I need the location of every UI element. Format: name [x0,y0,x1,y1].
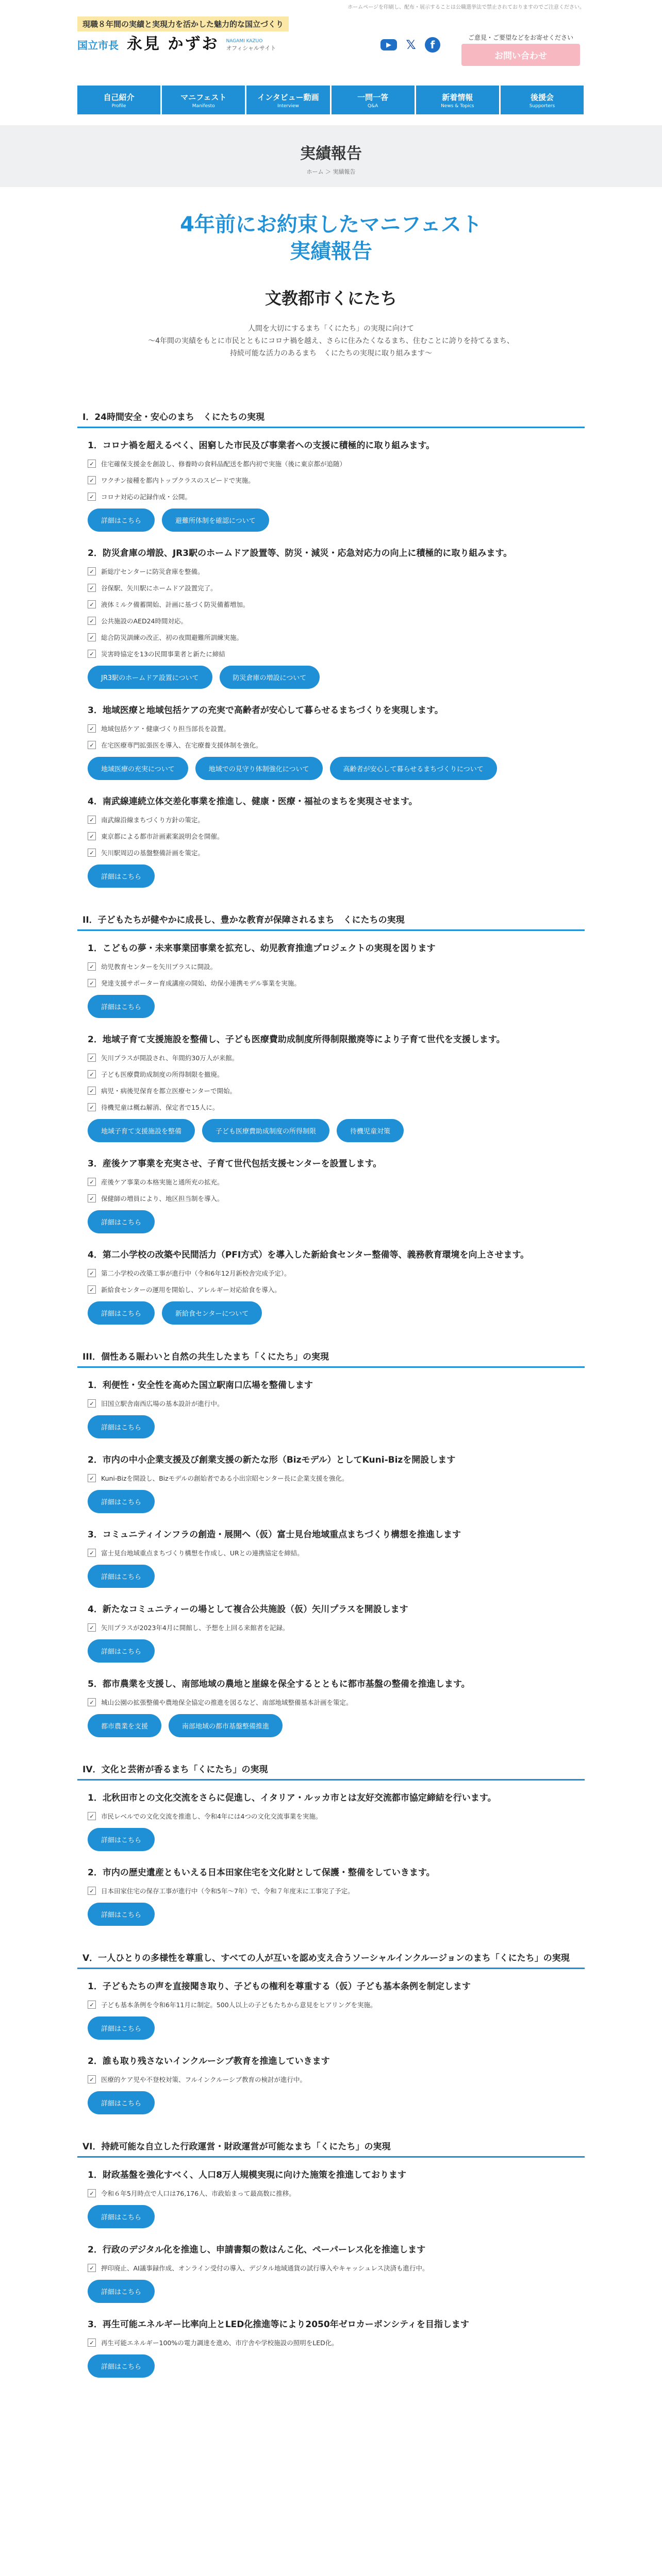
achievement-text: 新総庁センターに防災倉庫を整備。 [101,568,204,575]
achievement-item [88,2075,585,2084]
achievement-list [88,1811,585,1821]
policy-title: 2．市内の中小企業支援及び創業支援の新たな形（Bizモデル）としてKuni-Bizを開設します [88,1455,456,1465]
policy-buttons [88,1828,585,1851]
policy-title: 1．北秋田市との文化交流をさらに促進し、イタリア・ルッカ市とは友好交流都市協定締結を行います。 [88,1793,496,1803]
policy-item [88,794,585,888]
detail-button[interactable]: 詳細はこちら [88,2280,155,2303]
policy-title: 2．市内の歴史遺産ともいえる日本田家住宅を文化財として保護・整備をしていきます。 [88,1868,435,1878]
achievement-list [88,2338,585,2347]
achievement-list [88,1548,585,1557]
detail-button[interactable]: 新給食センターについて [162,1301,262,1325]
category-section [77,1951,585,2114]
hero-title-line2: 実績報告 [290,240,372,263]
achievement-text: 旧国立駅舎南西広場の基本設計が進行中。 [101,1400,224,1408]
achievement-item [88,1053,585,1062]
policy-item [88,546,585,689]
checkbox-icon: ✓ [88,724,96,733]
detail-button[interactable]: 詳細はこちら [88,2091,155,2114]
achievement-list [88,1053,585,1112]
hero-lead-line: 人間を大切にするまち「くにたち」の実現に向けて [248,325,414,333]
policy-item [88,703,585,780]
achievement-text: 東京都による都市計画素案説明会を開催。 [101,833,224,840]
category-heading: III．個性ある賑わいと自然の共生したまち「くにたち」の実現 [77,1349,585,1368]
policy-title: 1．子どもたちの声を直接聞き取り、子どもの権利を尊重する（仮）子ども基本条例を制定します [88,1981,471,1992]
achievement-text: 災害時協定を13の民間事業者と新たに締結 [101,650,225,658]
achievement-item [88,1623,585,1632]
checkbox-icon: ✓ [88,617,96,625]
policy-item [88,1528,585,1588]
achievement-text: 城山公園の拡張整備や農地保全協定の推進を図るなど、南部地域整備基本計画を策定。 [101,1699,353,1706]
top-notice: ホームページを印刷し、配布・展示することは公職選挙法で禁止されておりますのでご注意ください。 [347,4,585,10]
achievement-text: 公共施設のAED24時間対応。 [101,617,187,625]
achievement-item [88,832,585,841]
policy-buttons [88,666,585,689]
policy-buttons [88,1301,585,1325]
detail-button[interactable]: 待機児童対策 [337,1119,404,1142]
nav-label-en: Interview [277,103,299,109]
policy-title: 1．こどもの夢・未来事業団事業を拡充し、幼児教育推進プロジェクトの実現を図ります [88,943,436,954]
detail-button[interactable]: 詳細はこちら [88,2354,155,2378]
achievement-list [88,2000,585,2009]
achievement-text: 矢川プラスが2023年4月に開館し、予想を上回る来館者を記録。 [101,1624,289,1632]
policy-buttons [88,1119,585,1142]
achievement-item [88,1194,585,1203]
checkbox-icon: ✓ [88,1698,96,1706]
policy-buttons [88,757,585,780]
checkbox-icon: ✓ [88,567,96,575]
site-header [0,12,662,61]
policy-title: 2．行政のデジタル化を推進し、申請書類の数はんこ化、ペーパーレス化を推進します [88,2245,426,2255]
achievement-text: 地域包括ケア・健康づくり担当部長を設置。 [101,725,230,733]
policy-buttons [88,1490,585,1513]
tagline: 現職８年間の実績と実現力を活かした魅力的な国立づくり [77,16,289,31]
checkbox-icon: ✓ [88,2075,96,2083]
policy-buttons [88,1210,585,1233]
policy-item [88,438,585,532]
achievement-list [88,2189,585,2198]
achievement-item [88,815,585,824]
policy-buttons [88,2280,585,2303]
policy-buttons [88,1565,585,1588]
policy-item [88,1602,585,1663]
nav-news[interactable] [416,86,499,114]
achievement-text: 日本田家住宅の保存工事が進行中（令和5年～7年）で、令和７年度末に工事完了予定。 [101,1887,354,1895]
nav-label-en: Profile [111,103,126,109]
policy-item [88,1866,585,1926]
policy-title: 1．コロナ禍を超えるべく、困窮した市民及び事業者への支援に積極的に取り組みます。 [88,440,435,451]
achievement-item [88,1548,585,1557]
nav-interview[interactable] [246,86,329,114]
achievement-text: 第二小学校の改築工事が進行中（令和6年12月新校舎完成予定）。 [101,1269,291,1277]
achievement-list [88,1698,585,1707]
checkbox-icon: ✓ [88,650,96,658]
checkbox-icon: ✓ [88,1087,96,1095]
achievement-item [88,1086,585,1095]
policy-title: 3．コミュニティインフラの創造・展開へ（仮）富士見台地域重点まちづくり構想を推進します [88,1530,461,1540]
achievement-text: 矢川駅周辺の基盤整備計画を策定。 [101,849,205,857]
policy-title: 2．地域子育て支援施設を整備し、子ども医療費助成制度所得制限撤廃等により子育て世代を支援します。 [88,1035,505,1045]
achievement-item [88,1070,585,1079]
policy-buttons [88,1903,585,1926]
checkbox-icon: ✓ [88,600,96,608]
nav-label: 新着情報 [442,92,473,102]
achievement-text: 総合防災訓練の改正、初の夜間避難所訓練実施。 [101,634,243,641]
achievement-text: 南武線沿線まちづくり方針の策定。 [101,816,204,824]
policy-item [88,1979,585,2040]
detail-button[interactable]: JR3駅のホームドア設置について [88,666,212,689]
policy-item [88,1032,585,1142]
social-links [380,37,440,53]
global-nav [77,86,584,114]
checkbox-icon: ✓ [88,633,96,641]
hero-section [0,211,662,360]
nav-label-en: Manifesto [192,103,215,109]
policy-buttons [88,1415,585,1438]
policy-item [88,1248,585,1325]
achievement-item [88,476,585,485]
achievement-item [88,1177,585,1187]
hero-lead-line: 持続可能な活力のあるまち くにたちの実現に取り組みます～ [230,349,432,358]
category-heading: VI．持続可能な自立した行政運営・財政運営が可能なまち「くにたち」の実現 [77,2139,585,2158]
nav-manifesto[interactable] [162,86,245,114]
role-label: 国立市長 [77,39,119,52]
policy-buttons [88,995,585,1018]
achievement-item [88,724,585,733]
achievement-item [88,740,585,750]
achievement-item [88,567,585,576]
policy-title: 4．新たなコミュニティーの場として複合公共施設（仮）矢川プラスを開設します [88,1604,408,1615]
detail-button[interactable]: 防災倉庫の増設について [220,666,320,689]
site-label: オフィシャルサイト [226,45,276,52]
category-section [77,912,585,1325]
policy-title: 2．防災倉庫の増設、JR3駅のホームドア設置等、防災・減災・応急対応力の向上に積極的に取り組みます。 [88,548,512,558]
achievement-item [88,1473,585,1483]
policy-title: 3．地域医療と地域包括ケアの充実で高齢者が安心して暮らせるまちづくりを実現します。 [88,705,443,716]
checkbox-icon: ✓ [88,1474,96,1482]
achievement-list [88,2263,585,2273]
checkbox-icon: ✓ [88,1399,96,1408]
achievement-text: 富士見台地域重点まちづくり構想を作成し、URとの連携協定を締結。 [101,1549,304,1557]
policy-buttons [88,2205,585,2228]
category-heading: II．子どもたちが健やかに成長し、豊かな教育が保障されるまち くにたちの実現 [77,912,585,931]
achievement-item [88,2000,585,2009]
checkbox-icon: ✓ [88,741,96,749]
policy-buttons [88,2354,585,2378]
checkbox-icon: ✓ [88,1194,96,1202]
achievement-text: 保健師の増員により、地区担当制を導入。 [101,1195,224,1202]
achievement-item [88,2263,585,2273]
detail-button[interactable]: 詳細はこちら [88,1828,155,1851]
checkbox-icon: ✓ [88,493,96,501]
category-section [77,1349,585,1737]
detail-button[interactable]: 子ども医療費助成制度の所得制限 [202,1119,329,1142]
checkbox-icon: ✓ [88,832,96,840]
checkbox-icon: ✓ [88,816,96,824]
checkbox-icon: ✓ [88,849,96,857]
checkbox-icon: ✓ [88,979,96,987]
achievement-item [88,962,585,971]
checkbox-icon: ✓ [88,1070,96,1078]
hero-subtitle: 文教都市くにたち [264,289,397,308]
achievement-text: 医療的ケア児や不登校対策、フルインクルーシブ教育の検討が進行中。 [101,2076,307,2083]
achievement-item [88,1399,585,1408]
policy-item [88,1378,585,1438]
nav-label: インタビュー動画 [257,92,319,102]
achievement-text: 住宅確保支援金を創設し、修養時の食料品配送を都内初で実施（後に東京都が追随） [101,460,346,468]
detail-button[interactable]: 都市農業を支援 [88,1714,161,1737]
detail-button[interactable]: 詳細はこちら [88,1301,155,1325]
checkbox-icon: ✓ [88,1269,96,1277]
achievement-item [88,633,585,642]
nav-label: 一問一答 [357,92,389,102]
achievement-list [88,567,585,658]
nav-label: 自己紹介 [103,92,135,102]
policy-buttons [88,2091,585,2114]
checkbox-icon: ✓ [88,1103,96,1111]
detail-button[interactable]: 詳細はこちら [88,1210,155,1233]
achievement-list [88,724,585,750]
detail-button[interactable]: 避難所体制を確認について [162,509,269,532]
x-icon[interactable]: 𝕏 [406,38,416,52]
achievement-item [88,2189,585,2198]
detail-button[interactable]: 詳細はこちら [88,1490,155,1513]
nav-label: マニフェスト [180,92,227,102]
detail-button[interactable]: 詳細はこちら [88,995,155,1018]
achievement-text: 市民レベルでの文化交流を推進し、令和4年には4つの文化交流事業を実施。 [101,1812,322,1820]
achievement-item [88,1698,585,1707]
policy-title: 3．再生可能エネルギー比率向上とLED化推進等により2050年ゼロカーボンシティを目指します [88,2319,469,2330]
policy-title: 3．産後ケア事業を充実させ、子育て世代包括支援センターを設置します。 [88,1159,382,1169]
policy-buttons [88,1639,585,1663]
achievement-item [88,1103,585,1112]
achievement-list [88,1399,585,1408]
breadcrumb[interactable]: ホーム ＞ 実績報告 [306,168,356,175]
nav-supporters[interactable] [501,86,584,114]
checkbox-icon: ✓ [88,1549,96,1557]
policy-buttons [88,1714,585,1737]
achievement-text: 産後ケア事業の本格実施と通所充の拡充。 [101,1178,224,1186]
checkbox-icon: ✓ [88,1812,96,1820]
category-heading: I．24時間安全・安心のまち くにたちの実現 [77,410,585,428]
achievement-text: Kuni-Bizを開設し、Bizモデルの創始者である小出宗昭センター長に企業支援を強化。 [101,1475,349,1482]
achievement-list [88,2075,585,2084]
detail-button[interactable]: 詳細はこちら [88,1415,155,1438]
detail-button[interactable]: 詳細はこちら [88,2205,155,2228]
site-logo[interactable] [77,16,289,52]
detail-button[interactable]: 地域子育て支援施設を整備 [88,1119,195,1142]
achievement-text: 押印廃止、AI議事録作成、オンライン受付の導入、デジタル地域通貨の試行導入やキャッシュレス決済も進行中。 [101,2264,429,2272]
category-heading: V．一人ひとりの多様性を尊重し、すべての人が互いを認め支え合うソーシャルインクルージョンのまち「くにたち」の実現 [77,1951,585,1969]
page-title-band [0,125,662,187]
detail-button[interactable]: 詳細はこちら [88,1639,155,1663]
category-heading: IV．文化と芸術が香るまち「くにたち」の実現 [77,1762,585,1781]
hero-title-line1: 4年前にお約束したマニフェスト [180,213,482,236]
policy-title: 5．都市農業を支援し、南部地域の農地と崖線を保全するとともに都市基盤の整備を推進します。 [88,1679,470,1689]
achievement-item [88,649,585,658]
achievement-text: 新給食センターの運用を開始し、アレルギー対応給食を導入。 [101,1286,281,1294]
hero-title [0,211,662,265]
achievement-item [88,1285,585,1294]
policy-item [88,2317,585,2378]
checkbox-icon: ✓ [88,584,96,592]
achievement-text: 子ども基本条例を令和6年11月に制定。500人以上の子どもたちから意見をヒアリングを実施。 [101,2001,377,2009]
achievement-list [88,1177,585,1203]
contact-note: ご意見・ご要望などをお寄せください [468,34,573,41]
policy-title: 1．財政基盤を強化すべく、人口8万人規模実現に向けた施策を推進しております [88,2170,406,2180]
achievement-text: 幼児教育センターを矢川プラスに開設。 [101,963,217,971]
achievement-list [88,1268,585,1294]
facebook-icon[interactable]: f [425,37,440,53]
checkbox-icon: ✓ [88,1623,96,1632]
achievement-list [88,1473,585,1483]
achievement-item [88,600,585,609]
detail-button[interactable]: 詳細はこちら [88,1903,155,1926]
checkbox-icon: ✓ [88,2189,96,2197]
achievement-text: 在宅医療専門拡張医を導入、在宅療養支援体制を強化。 [101,741,262,749]
detail-button[interactable]: 詳細はこちら [88,2016,155,2040]
achievement-text: 液体ミルク備蓄開始、計画に基づく防災備蓄増加。 [101,601,250,608]
detail-button[interactable]: 地域医療の充実について [88,757,188,780]
policy-item [88,2168,585,2228]
achievement-text: 子ども医療費助成制度の所得制限を撤廃。 [101,1071,224,1078]
achievement-item [88,1886,585,1895]
detail-button[interactable]: 地域での見守り体制強化について [195,757,323,780]
detail-button[interactable]: 南部地域の都市基盤整備推進 [169,1714,283,1737]
policy-buttons [88,2016,585,2040]
achievement-item [88,1268,585,1278]
policy-item [88,1677,585,1737]
checkbox-icon: ✓ [88,962,96,971]
checkbox-icon: ✓ [88,1887,96,1895]
policy-title: 4．南武線連続立体交差化事業を推進し、健康・医療・福祉のまちを実現させます。 [88,796,418,807]
checkbox-icon: ✓ [88,2338,96,2347]
nav-profile[interactable] [77,86,160,114]
detail-button[interactable]: 詳細はこちら [88,509,155,532]
policy-item [88,1453,585,1513]
policy-item [88,941,585,1018]
achievement-text: 病児・病後児保育を都立医療センターで開始。 [101,1087,237,1095]
achievement-text: 令和６年5月時点で人口は76,176人、市政始まって最高数に推移。 [101,2190,295,2197]
achievement-list [88,1886,585,1895]
achievement-text: 谷保駅、矢川駅にホームドア設置完了。 [101,584,217,592]
policy-title: 2．誰も取り残さないインクルーシブ教育を推進していきます [88,2056,330,2066]
policy-item [88,1157,585,1233]
policy-title: 4．第二小学校の改築や民間活力（PFI方式）を導入した新給食センター整備等、義務教育環境を向上させます。 [88,1250,529,1260]
hero-lead-line: ～4年間の実績をもとに市民とともにコロナ禍を越え、さらに住みたくなるまち、住むことに誇りを持てるまち、 [148,337,514,345]
policy-buttons [88,509,585,532]
hero-lead [0,323,662,360]
achievement-text: ワクチン接種を都内トップクラスのスピードで実施。 [101,477,255,484]
achievement-text: 再生可能エネルギー100%の電力調達を進め、市庁舎や学校施設の照明をLED化。 [101,2339,338,2347]
achievement-item [88,848,585,857]
checkbox-icon: ✓ [88,2001,96,2009]
achievement-item [88,978,585,988]
candidate-name: 永見 かずお [127,35,219,53]
achievement-text: 矢川プラスが開設され、年間約30万人が来館。 [101,1054,239,1062]
achievement-item [88,583,585,592]
report-content [77,410,585,2392]
achievement-list [88,459,585,501]
achievement-item [88,492,585,501]
policy-item [88,1791,585,1851]
candidate-name-en: NAGAMI KAZUO [226,39,263,44]
achievement-list [88,1623,585,1632]
policy-item [88,2054,585,2114]
detail-button[interactable]: 詳細はこちら [88,1565,155,1588]
category-section [77,1762,585,1926]
nav-qa[interactable] [332,86,415,114]
achievement-text: 待機児童は概ね解消、保定者で15人に。 [101,1104,219,1111]
nav-label: 後援会 [530,92,554,102]
checkbox-icon: ✓ [88,1285,96,1294]
category-section [77,2139,585,2378]
nav-label-en: Supporters [529,103,555,109]
detail-button[interactable]: 詳細はこちら [88,865,155,888]
achievement-list [88,815,585,857]
detail-button[interactable]: 高齢者が安心して暮らせるまちづくりについて [330,757,497,780]
checkbox-icon: ✓ [88,2264,96,2272]
achievement-item [88,2338,585,2347]
policy-buttons [88,865,585,888]
policy-title: 1．利便性・安全性を高めた国立駅南口広場を整備します [88,1380,313,1391]
page-title: 実績報告 [300,145,362,163]
nav-label-en: Q&A [367,103,378,109]
policy-item [88,2243,585,2303]
achievement-item [88,1811,585,1821]
category-section [77,410,585,888]
checkbox-icon: ✓ [88,1178,96,1186]
contact-button[interactable]: お問い合わせ [461,44,580,66]
achievement-text: コロナ対応の記録作成・公開。 [101,493,192,501]
checkbox-icon: ✓ [88,1054,96,1062]
youtube-icon[interactable]: ▶ [380,39,397,50]
achievement-text: 発達支援サポーター育成講座の開始、幼保小連携モデル事業を実施。 [101,979,301,987]
nav-label-en: News & Topics [441,103,474,109]
achievement-list [88,962,585,988]
checkbox-icon: ✓ [88,476,96,484]
achievement-item [88,459,585,468]
achievement-item [88,616,585,625]
checkbox-icon: ✓ [88,460,96,468]
